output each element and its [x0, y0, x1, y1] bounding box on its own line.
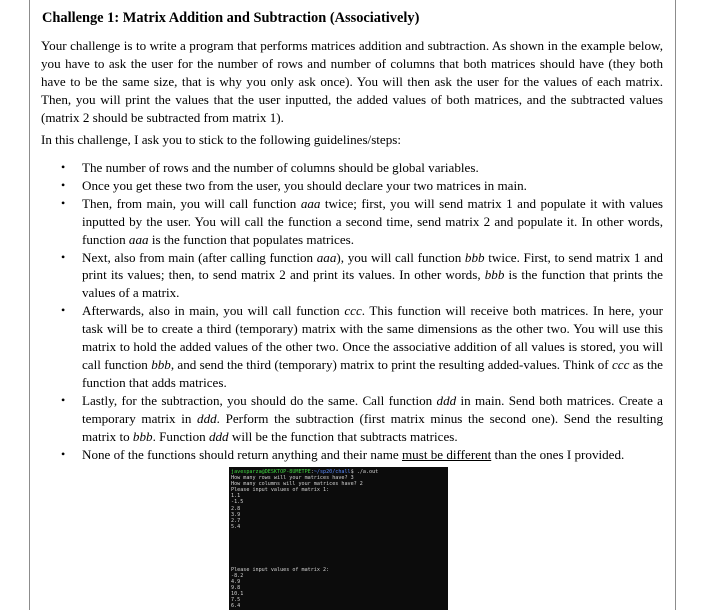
guideline-text: Then, from main, you will call function aaa twice; first, you will send matrix 1 and populate it with values inputted by the user. You will call the function a second time, send matrix 2 and populate it. In other words, function aaa is the function that populates matrices.	[82, 195, 663, 247]
bullet-icon: •	[61, 160, 66, 174]
guidelines-list	[30, 159, 663, 463]
intro-paragraph: Your challenge is to write a program that performs matrices addition and subtraction. As shown in the example below, you have to ask the user for the number of rows and number of columns that both matrices should have (they both have to be the same size, that is why you only ask once). You will then ask the user for the values of each matrix. Then, you will print the values that the user inputted, the added values of both matrices, and the subtracted values (matrix 2 should be subtracted from matrix 1).	[41, 38, 663, 125]
terminal-line: 3.9	[231, 511, 241, 518]
guideline-text: Lastly, for the subtraction, you should do the same. Call function ddd in main. Send both matrices. Create a temporary matrix in ddd. Perform the subtraction (first matrix minus the second one). Send the resulting matrix to bbb. Function ddd will be the function that subtracts matrices.	[82, 392, 663, 444]
prompt-command: ./a.out	[353, 469, 379, 475]
terminal-line: 9.8	[231, 584, 241, 591]
guideline-item	[30, 195, 663, 249]
bullet-icon: •	[61, 392, 66, 407]
terminal-line: 2.7	[231, 517, 241, 524]
bullet-icon: •	[61, 249, 66, 264]
guideline-text: Afterwards, also in main, you will call function ccc. This function will receive both matrices. In here, your task will be to create a third (temporary) matrix with the same dimensions as the other two. You will use this matrix to hold the added values of the other two. Once the associative addition of all values is stored, you will call function bbb, and send the third (temporary) matrix to print the resulting added-values. Think of ccc as the function that adds matrices.	[82, 303, 663, 390]
terminal-line: Please input values of matrix 2:	[231, 566, 330, 573]
bullet-icon: •	[61, 446, 66, 461]
guideline-item	[30, 392, 663, 446]
terminal-output	[231, 475, 448, 609]
terminal-line: 1.1	[231, 493, 241, 500]
guideline-text: Next, also from main (after calling function aaa), you will call function bbb twice. First, to send matrix 1 and print its values; then, to send matrix 2 and print its values. In other words, bbb is the function that prints the values of a matrix.	[82, 249, 663, 301]
terminal-line: 7.5	[231, 596, 241, 603]
prompt-path: ~/sp20/chall	[313, 469, 351, 475]
guidelines-intro: In this challenge, I ask you to stick to the following guidelines/steps:	[41, 132, 402, 147]
terminal-line: 4.9	[231, 578, 241, 585]
guideline-item	[30, 302, 663, 392]
bullet-icon: •	[61, 303, 66, 318]
guideline-text: The number of rows and the number of columns should be global variables.	[82, 160, 479, 175]
terminal-line: Please input values of matrix 1:	[231, 487, 330, 494]
guideline-item	[30, 249, 663, 303]
guideline-text: None of the functions should return anything and their name must be different than the ones I provided.	[82, 446, 625, 462]
guideline-item	[30, 177, 663, 195]
terminal-line: How many rows will your matrices have? 3	[231, 475, 354, 482]
terminal-line: -8.2	[231, 572, 244, 579]
terminal-line: 10.1	[231, 590, 244, 597]
terminal-line: -1.5	[231, 499, 244, 506]
prompt-user: javesparza@DESKTOP-8UMETPE	[231, 469, 311, 475]
bullet-icon: •	[61, 177, 66, 192]
guideline-text: Once you get these two from the user, you should declare your two matrices in main.	[82, 177, 527, 193]
terminal-line: 5.4	[231, 523, 241, 530]
document-page	[29, 0, 676, 610]
bullet-icon: •	[61, 195, 66, 210]
terminal-line: 6.4	[231, 603, 241, 610]
terminal-line: 2.8	[231, 505, 241, 512]
prompt-separator: :	[310, 469, 314, 475]
challenge-heading: Challenge 1: Matrix Addition and Subtraction (Associatively)	[42, 10, 420, 26]
prompt-symbol: $	[350, 469, 354, 475]
terminal-screenshot	[229, 467, 448, 610]
guideline-item	[30, 446, 663, 464]
terminal-line: How many columns will your matrices have? 2	[231, 481, 363, 488]
guideline-item	[30, 159, 663, 177]
